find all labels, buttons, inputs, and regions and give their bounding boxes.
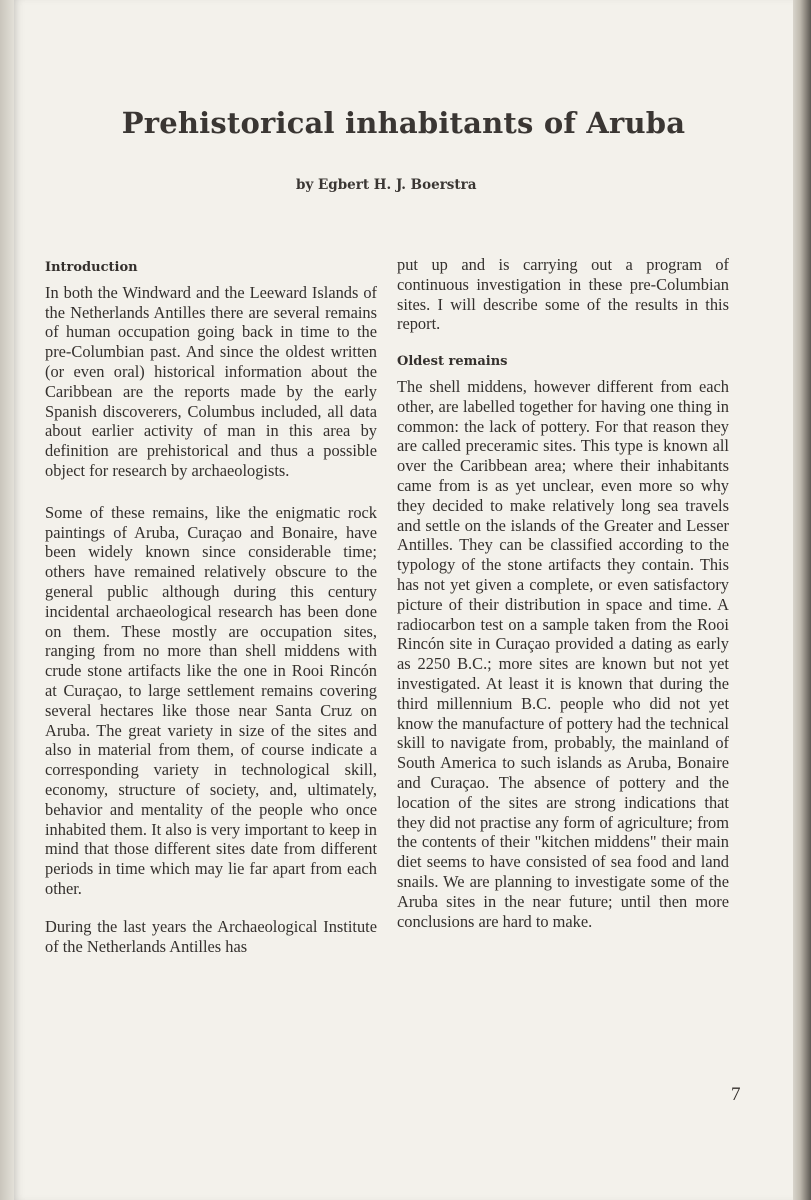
page-number: 7 [731,1084,741,1105]
section-heading-oldest-remains: Oldest remains [397,354,508,370]
article-title: Prehistorical inhabitants of Aruba [121,106,686,140]
paragraph: The shell middens, however different from each other, are labelled together for having one thing in common: the lack of pottery. For that reason they are called preceramic sites. This type is known all over the Caribbean area; where their inhabitants came from is as yet unclear, even more so why they decided to make relatively long sea travels and settle on the islands of the Greater and Lesser Antilles. They can be classified according to the typology of the stone artifacts they contain. This has not yet given a complete, or even satisfactory picture of their distribution in space and time. A radiocarbon test on a sample taken from the Rooi Rincón site in Curaçao provided a dating as early as 2250 B.C.; more sites are known but not yet investigated. At least it is known that during the third millennium B.C. people who did not yet know the manufacture of pottery had the technical skill to navigate from, probably, the mainland of South America to such islands as Aruba, Bonaire and Curaçao. The absence of pottery and the location of the sites are strong indications that they did not practise any form of agriculture; from the contents of their "kitchen middens" their main diet seems to have consisted of sea food and land snails. We are planning to investigate some of the Aruba sites in the near future; until then more conclusions are hard to make. [397,376,729,931]
section-heading-introduction: Introduction [45,260,138,275]
article-byline: by Egbert H. J. Boerstra [296,177,477,193]
page-gutter [0,0,14,1200]
paragraph: Some of these remains, like the enigmatic rock paintings of Aruba, Curaçao and Bonaire, have been widely known since considerable time; others have remained relatively obscure to the general public although during this century incidental archaeological research has been done on them. These mostly are occupation sites, ranging from no more than shell middens with crude stone artifacts like the one in Rooi Rincón at Curaçao, to large settlement remains covering several hectares like those near Santa Cruz on Aruba. The great variety in size of the sites and also in material from them, of course indicate a corresponding variety in technological skill, economy, structure of society, and, ultimately, behavior and mentality of the people who once inhabited them. It also is very important to keep in mind that those different sites date from different periods in time which may lie far apart from each other. [45,502,377,898]
document-page [14,0,793,1200]
right-column [397,255,729,931]
paragraph: During the last years the Archaeological Institute of the Netherlands Antilles has [45,916,377,956]
paragraph: In both the Windward and the Leeward Islands of the Netherlands Antilles there are several remains of human occupation going back in time to the pre-Columbian past. And since the oldest written (or even oral) historical information about the Caribbean are the reports made by the early Spanish discoverers, Columbus included, all data about earlier activity of man in this area by definition are prehistorical and thus a possible object for research by archaeologists. [45,282,377,480]
paragraph-continuation: put up and is carrying out a program of continuous investigation in these pre-Columbian sites. I will describe some of the results in this report. [397,255,729,334]
left-column [45,255,377,956]
page-edge-shadow [793,0,811,1200]
